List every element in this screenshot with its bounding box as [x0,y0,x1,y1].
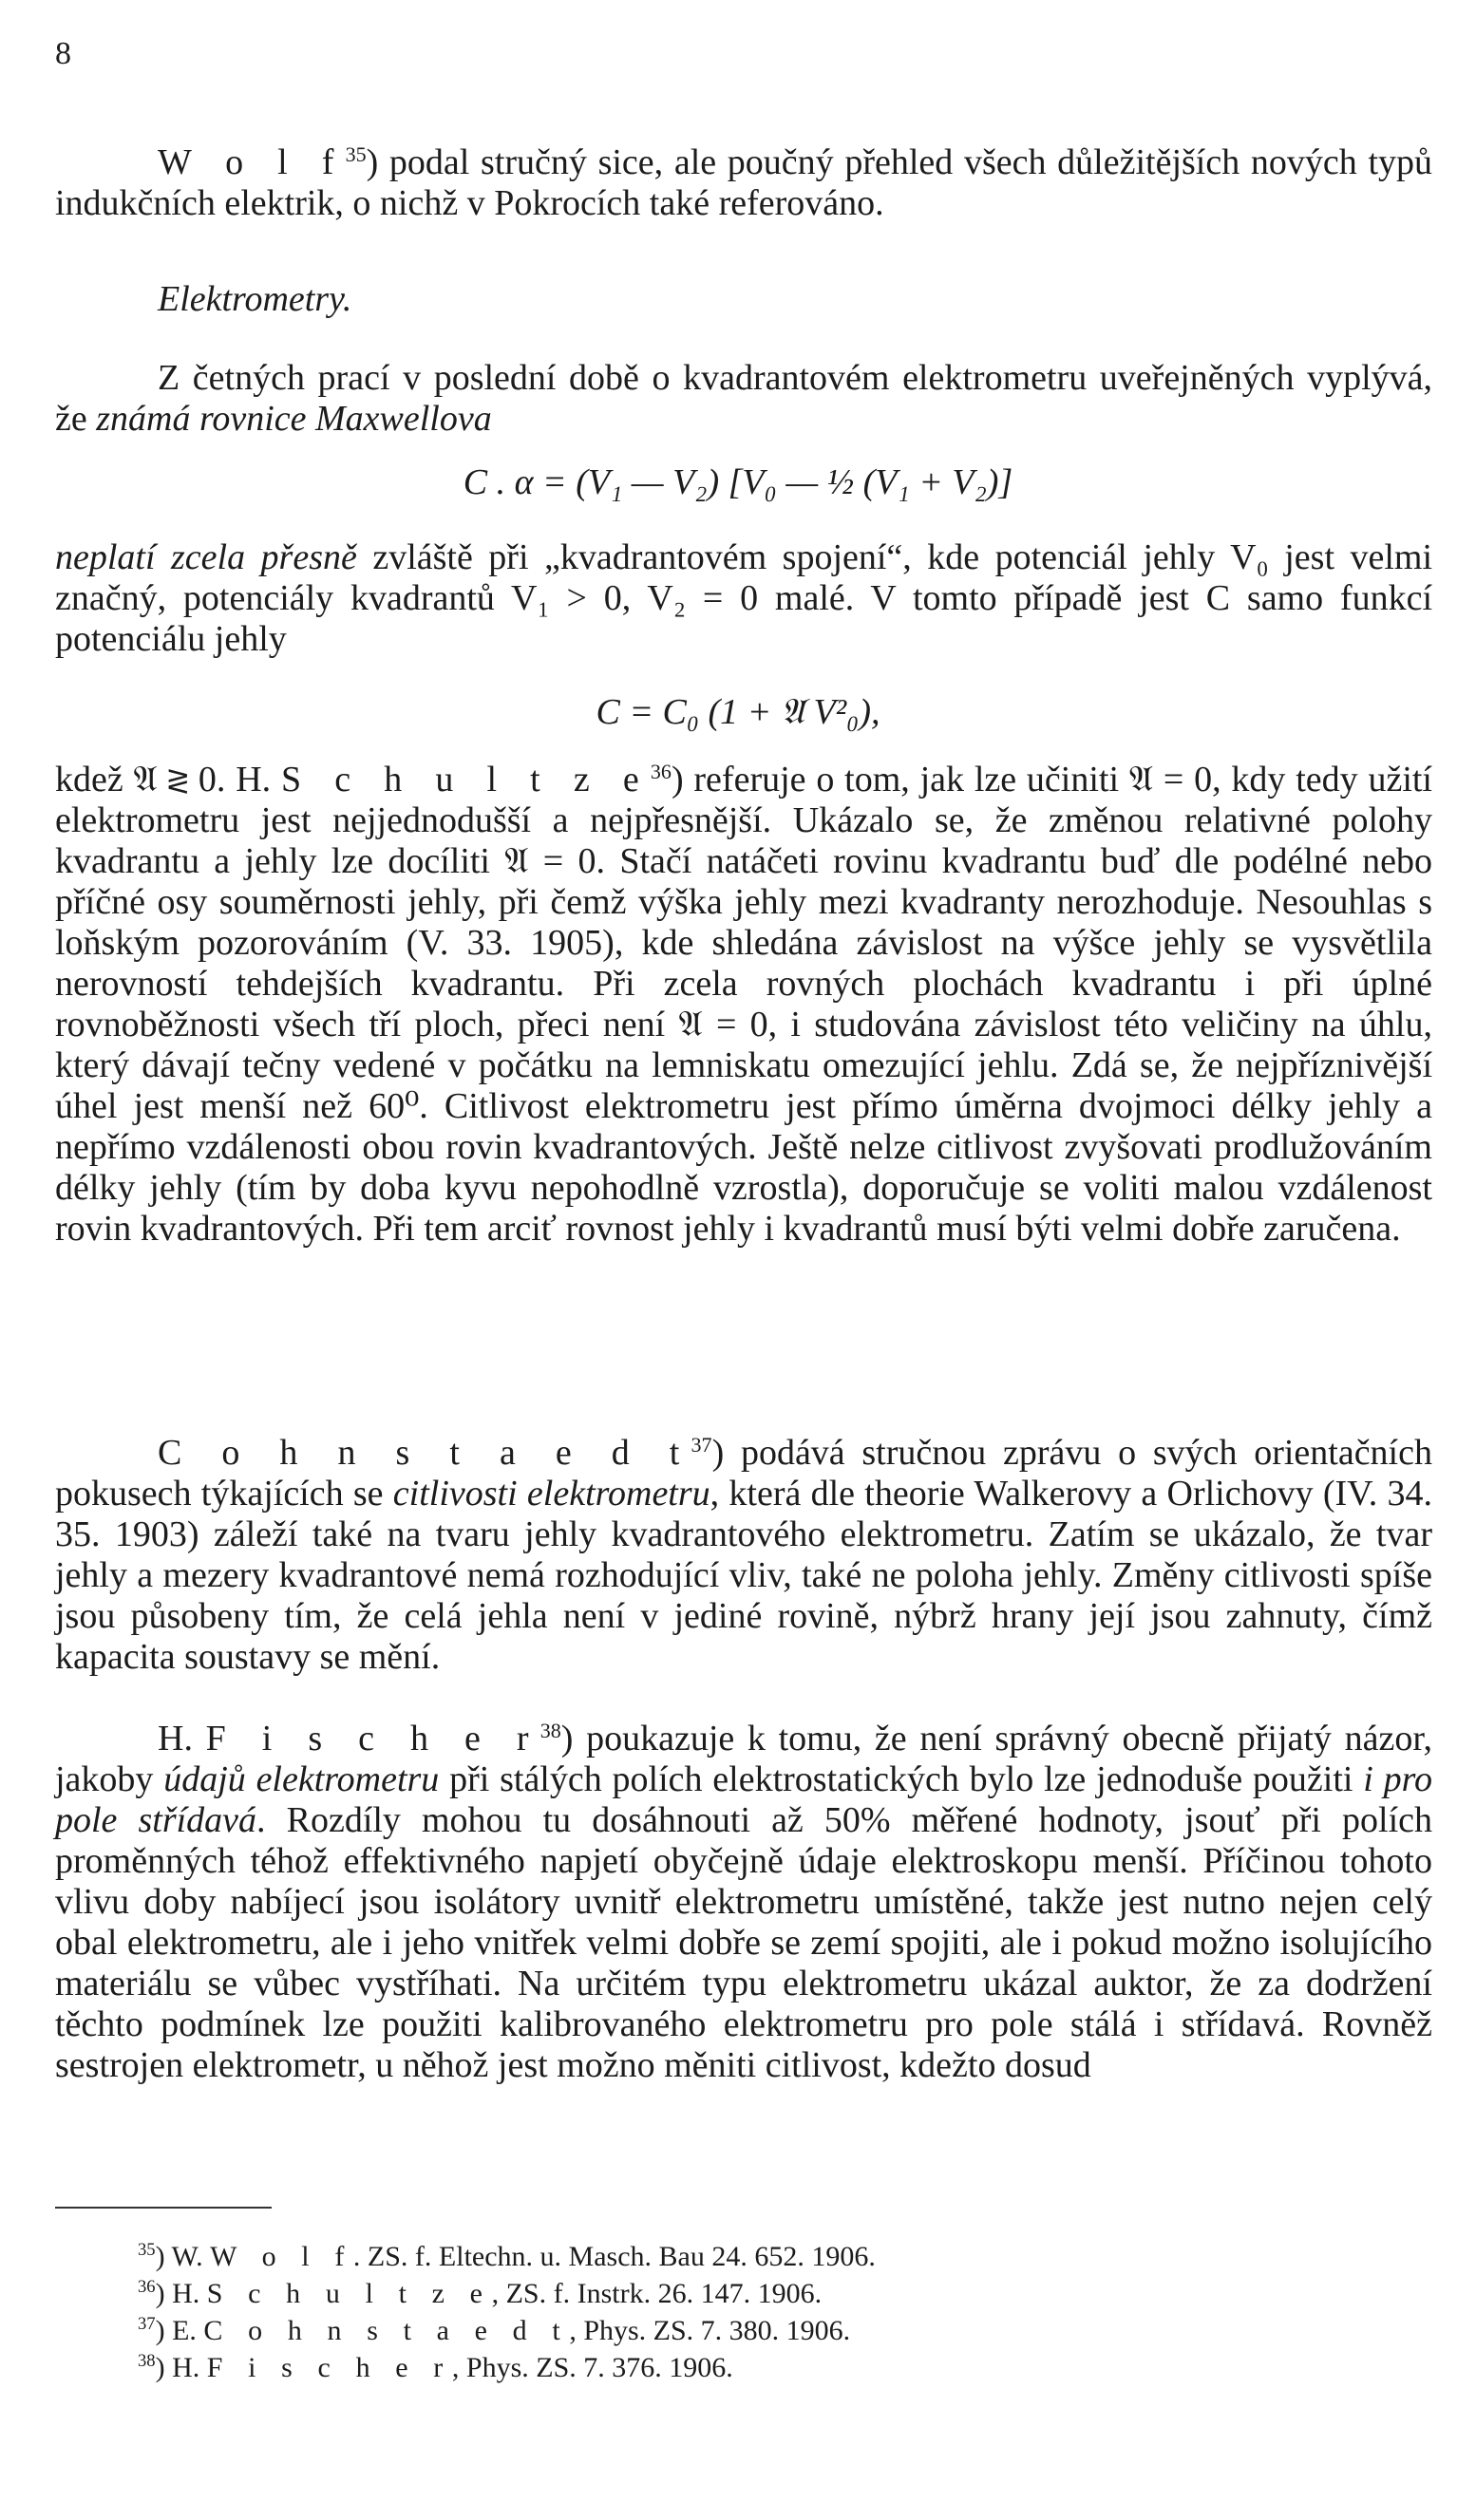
italic-emphasis: známá rovnice Maxwellova [96,399,492,439]
paragraph-text: zvláště při „kvadrantovém spojení“, kde potenciál jehly V₀ jest velmi značný, potenciály kvadrantů V₁ > 0, V₂ = 0 malé. V tomto případě jest C samo funkcí potenciálu jehly [55,537,1432,659]
paragraph-text: ) poukazuje k tomu, že není správný obecně přijatý názor, jakoby [55,1719,1432,1799]
footnote-text: . ZS. f. Eltechn. u. Masch. Bau 24. 652. 1906. [352,2241,876,2272]
footnote-36: $^{36}$) H. S c h u l t z e, ZS. f. Instrk. 26. 147. 1906. [138,2276,823,2309]
footnote-initial: W. [171,2241,203,2272]
equation-capacity: C = C₀ (1 + 𝔄 V²₀), [596,692,880,732]
italic-emphasis: neplatí zcela přesně [55,537,357,577]
paragraph-wolf [55,142,1432,224]
author-name: S c h u l t z e [206,2278,492,2309]
footnote-number: 38 [138,2350,156,2371]
footnote-number: 35 [138,2239,156,2260]
paragraph-text: při stálých polích elektrostatických bylo lze jednoduše použiti [439,1759,1364,1799]
footnote-initial: E. [172,2315,197,2346]
footnote-initial: H. [172,2352,200,2383]
footnote-divider [55,2207,272,2209]
author-name: W o l f [158,142,346,182]
paragraph-text: ) podává stručnou zprávu o svých orientačních pokusech týkajících se [55,1433,1432,1514]
italic-emphasis: citlivosti elektrometru [392,1474,710,1514]
author-name: F i s c h e r [206,2352,452,2383]
author-name: S c h u l t z e [280,760,651,799]
author-name: C o h n s t a e d t [158,1433,691,1473]
paragraph-fischer [55,1719,1432,2086]
footnote-text: , ZS. f. Instrk. 26. 147. 1906. [491,2278,823,2309]
paragraph-text: . Rozdíly mohou tu dosáhnouti až 50% měřené hodnoty, jsouť při polích proměnných téhož effektivného napjetí obyčejně údaje elektroskopu menší. Příčinou tohoto vlivu doby nabíjecí jsou isolátory uvnitř elektrometru umístěné, takže jest nutno nejen celý obal elektrometru, ale i jeho vnitřek velmi dobře se zemí spojiti, ale i pokud možno isolujícího materiálu se vůbec vystříhati. Na určitém typu elektrometru ukázal auktor, že za dodržení těchto podmínek lze použiti kalibrovaného elektrometru pro pole stálá i střídavá. Rovněž sestrojen elektrometr, u něhož jest možno měniti citlivost, kdežto dosud [55,1800,1432,2085]
author-name: W o l f [210,2241,353,2272]
paragraph-cohnstaedt [55,1433,1432,1678]
paragraph-schultze [55,760,1432,1250]
footnote-38: $^{38}$) H. F i s c h e r, Phys. ZS. 7. 376. 1906. [138,2350,733,2383]
paragraph-text: ) podal stručný sice, ale poučný přehled všech důležitějších nových typů indukčních elektrik, o nichž v Pokrocích také referováno. [55,142,1433,223]
footnote-ref: 37 [691,1432,712,1457]
italic-emphasis: i pro pole střídavá [55,1759,1432,1840]
footnote-text: , Phys. ZS. 7. 380. 1906. [569,2315,851,2346]
footnote-ref: 38 [539,1718,561,1742]
footnote-number: 37 [138,2313,156,2334]
paragraph-text: kdež 𝔄 ≷ 0. H. [55,760,281,799]
page-number: 8 [55,36,71,71]
paragraph-text: , která dle theorie Walkerovy a Orlichovy (IV. 34. 35. 1903) záleží také na tvaru jehly kvadrantového elektrometru. Zatím se ukázalo, že tvar jehly a mezery kvadrantové nemá rozhodující vliv, také ne poloha jehly. Změny citlivosti spíše jsou působeny tím, že celá jehla není v jediné rovině, nýbrž hrany její jsou zahnuty, čímž kapacita soustavy se mění. [55,1474,1432,1677]
footnote-35: $^{35}$) W. W o l f. ZS. f. Eltechn. u. Masch. Bau 24. 652. 1906. [138,2239,876,2272]
paragraph-maxwell [55,358,1432,440]
author-name: C o h n s t a e d t [203,2315,570,2346]
paragraph-text: H. [158,1719,206,1758]
paragraph-potential [55,537,1432,660]
footnote-37: $^{37}$) E. C o h n s t a e d t, Phys. ZS. 7. 380. 1906. [138,2313,851,2346]
footnote-text: , Phys. ZS. 7. 376. 1906. [451,2352,733,2383]
footnote-ref: 35 [345,141,367,166]
paragraph-text: ) referuje o tom, jak lze učiniti 𝔄 = 0, kdy tedy užití elektrometru jest nejjednodušší a nejpřesnější. Ukázalo se, že změnou relativné polohy kvadrantu a jehly lze docíliti 𝔄 = 0. Stačí natáčeti rovinu kvadrantu buď dle podélné nebo příčné osy souměrnosti jehly, při čemž výška jehly mezi kvadranty nerozhoduje. Nesouhlas s loňským pozorováním (V. 33. 1905), kde shledána závislost na výšce jehly se vysvětlila nerovností tehdejších kvadrantu. Při zcela rovných plochách kvadrantu i při úplné rovnoběžnosti všech tří ploch, přeci není 𝔄 = 0, i studována závislost této veličiny na úhlu, který dávají tečny vedené v počátku na lemniskatu omezující jehlu. Zdá se, že nejpříznivější úhel jest menší než 60⁰. Citlivost elektrometru jest přímo úměrna dvojmoci délky jehly a nepřímo vzdálenosti obou rovin kvadrantových. Ještě nelze citlivost zvyšovati prodlužováním délky jehly (tím by doba kyvu nepohodlně vzrostla), doporučuje se voliti malou vzdálenost rovin kvadrantových. Při tem arciť rovnost jehly i kvadrantů musí býti velmi dobře zaručena. [55,760,1432,1249]
equation-maxwell: C . α = (V₁ — V₂) [V₀ — ½ (V₁ + V₂)] [463,462,1013,502]
author-name: F i s c h e r [205,1719,540,1758]
footnote-ref: 36 [650,759,672,783]
footnote-number: 36 [138,2276,156,2297]
section-heading: Elektrometry. [158,279,352,319]
italic-emphasis: údajů elektrometru [163,1759,440,1799]
footnote-initial: H. [172,2278,200,2309]
paragraph-text: Z četných prací v poslední době o kvadrantovém elektrometru uveřejněných vyplývá, že [55,358,1432,439]
